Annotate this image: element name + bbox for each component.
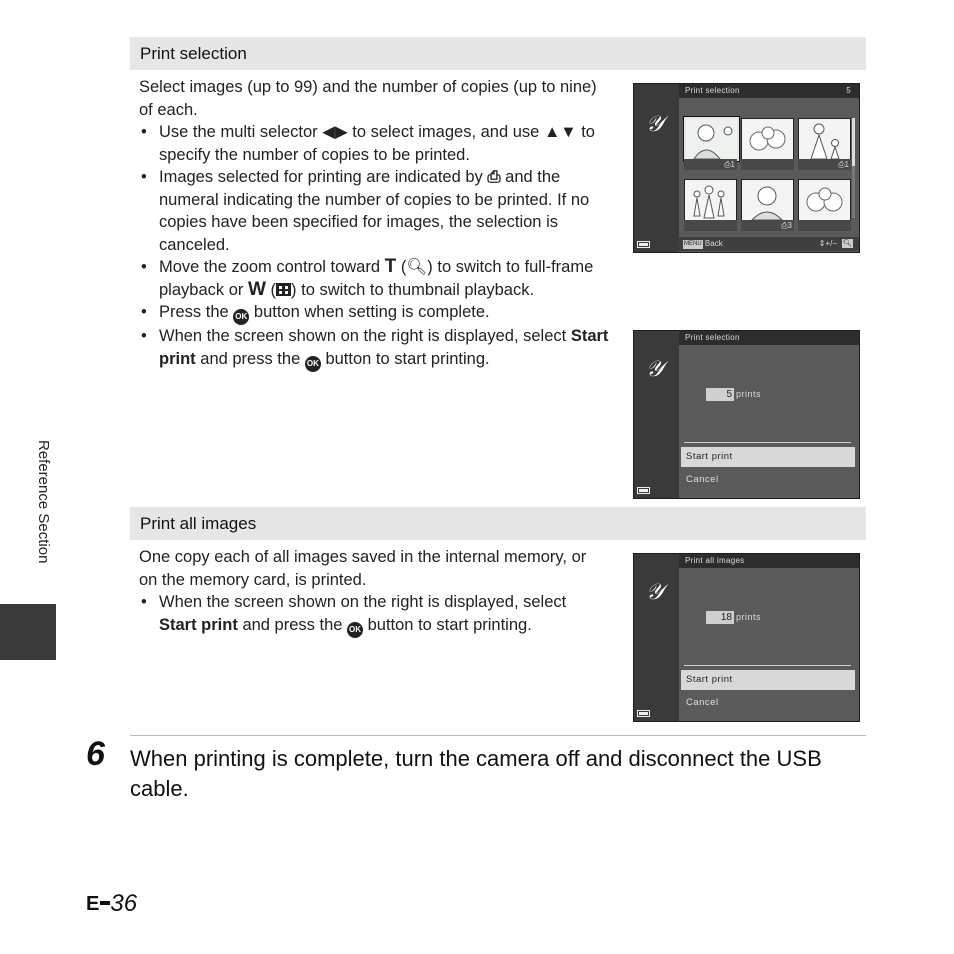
cancel-option[interactable]: Cancel	[686, 474, 719, 485]
bullet-text: button to start printing.	[367, 615, 532, 634]
thumbnail-6-caption	[798, 220, 851, 231]
prints-count: 18	[706, 611, 734, 624]
bullet-text: to switch to thumbnail playback.	[301, 280, 535, 299]
step-instruction: When printing is complete, turn the camera off and disconnect the USB cable.	[130, 746, 822, 801]
bullet-text: and press the	[200, 349, 301, 368]
bullet-press-ok	[139, 301, 614, 325]
prints-label: prints	[736, 612, 762, 622]
bullet-multi-selector	[139, 121, 614, 166]
bullet-text: button to start printing.	[325, 349, 490, 368]
step-divider	[130, 735, 866, 736]
page-number	[86, 890, 137, 918]
prints-count: 5	[706, 388, 734, 401]
zoom-wide-letter: W	[247, 278, 266, 300]
section-side-tab	[0, 604, 56, 660]
screen-title-bar	[679, 554, 859, 568]
ok-button-icon: OK	[233, 309, 249, 325]
screen-title: Print all images	[685, 556, 745, 565]
flowers-image	[742, 119, 793, 159]
pictbridge-icon: 𝒴	[646, 112, 664, 137]
thumbnail-5-copies: 3	[787, 221, 792, 230]
start-print-term: Start print	[159, 615, 238, 634]
camera-screen-print-selection-grid	[633, 83, 860, 253]
bullet-text: Move the zoom control toward	[159, 258, 381, 276]
bullet-text: Use the multi selector	[159, 123, 318, 141]
pictbridge-icon: 𝒴	[646, 357, 664, 382]
thumbnail-3[interactable]	[798, 118, 851, 160]
flowers-image-2	[799, 180, 850, 220]
page-number-value: 36	[110, 890, 138, 917]
section-heading-print-all: Print all images	[130, 507, 866, 540]
ok-button-icon: OK	[347, 622, 363, 638]
thumbnail-6[interactable]	[798, 179, 851, 221]
thumbnail-5[interactable]	[741, 179, 794, 221]
print-order-icon: ⎙	[487, 168, 501, 186]
step-number: 6	[86, 735, 105, 773]
portrait-image-2	[742, 180, 793, 220]
bullet-zoom-control: • Move the zoom control toward T (🔍︎) to switch to full-frame playback or W ( ) to switch to thumbnail playback.	[139, 256, 614, 301]
thumbnail-4-caption	[684, 220, 737, 231]
battery-icon	[637, 487, 650, 494]
up-down-arrows-icon: ▲▼	[543, 123, 577, 141]
adjust-hint-label: +/−	[825, 239, 837, 248]
print-selection-intro: Select images (up to 99) and the number of copies (up to nine) of each.	[139, 78, 597, 119]
bullet-text: and press the	[242, 615, 343, 634]
bullet-print-indicator	[139, 166, 614, 256]
left-right-arrows-icon: ◀▶	[322, 123, 348, 141]
bullet-text: Press the	[159, 303, 229, 321]
thumbnail-1[interactable]	[684, 117, 739, 161]
cancel-option[interactable]: Cancel	[686, 697, 719, 708]
back-hint: Back	[704, 239, 723, 248]
family-walk-image	[685, 180, 736, 220]
thumbnail-5-caption: ⎙3	[741, 220, 794, 231]
menu-button-icon: MENU	[684, 241, 702, 247]
print-selection-body	[139, 76, 614, 372]
print-all-intro: One copy each of all images saved in the internal memory, or on the memory card, is printed.	[139, 548, 587, 589]
print-all-bullets	[139, 591, 604, 638]
bullet-text: When the screen shown on the right is displayed, select	[159, 327, 567, 345]
screen-title: Print selection	[685, 86, 740, 95]
thumbnail-4[interactable]	[684, 179, 737, 221]
screen-title-bar	[679, 331, 859, 345]
thumbnail-1-copies: 1	[730, 160, 735, 169]
start-print-option[interactable]: Start print	[681, 447, 855, 467]
camera-screen-print-selection-confirm	[633, 330, 860, 499]
page-prefix: E	[86, 893, 100, 915]
screen-hint-bar	[679, 237, 859, 251]
bullet-text: button when setting is complete.	[253, 303, 490, 321]
reference-e-icon	[86, 893, 110, 916]
screen-sidebar	[634, 84, 678, 252]
ok-button-icon: OK	[305, 356, 321, 372]
pictbridge-icon: 𝒴	[646, 580, 664, 605]
screen-title-bar	[679, 84, 859, 98]
scrollbar-thumb[interactable]	[852, 118, 855, 166]
screen-count: 5	[846, 86, 851, 95]
section-heading-print-selection: Print selection	[130, 37, 866, 70]
zoom-icon: 🔍︎	[843, 240, 852, 247]
prints-label: prints	[736, 389, 762, 399]
camera-screen-print-all-confirm	[633, 553, 860, 722]
thumbnail-3-copies: 1	[844, 160, 849, 169]
bullet-text: to switch to full-frame playback or	[159, 258, 594, 299]
thumbnail-2-caption	[741, 159, 794, 170]
start-print-option[interactable]: Start print	[681, 670, 855, 690]
magnifier-icon: 🔍︎	[406, 258, 428, 276]
side-section-label-text: Reference Section	[35, 440, 52, 564]
zoom-tele-letter: T	[384, 256, 397, 277]
bullet-text: to specify the number of copies to be printed.	[159, 123, 595, 164]
thumbnail-2[interactable]	[741, 118, 794, 160]
bullet-text: to select images, and use	[352, 123, 540, 141]
battery-icon	[637, 710, 650, 717]
start-print-term: Start print	[159, 327, 609, 368]
scrollbar[interactable]	[852, 118, 855, 218]
menu-divider	[684, 442, 851, 443]
side-section-label	[30, 440, 52, 590]
thumbnail-grid-icon	[276, 283, 291, 296]
thumbnail-3-caption: ⎙1	[798, 159, 851, 170]
battery-icon	[637, 241, 650, 248]
print-all-body	[139, 546, 604, 638]
bullet-text: When the screen shown on the right is displayed, select	[159, 593, 567, 611]
print-selection-bullets	[139, 121, 614, 372]
bullet-start-print-all	[139, 591, 604, 638]
menu-divider	[684, 665, 851, 666]
portrait-image	[686, 119, 737, 159]
thumbnail-1-caption: ⎙1	[684, 159, 737, 170]
bullet-text: and the numeral indicating the number of copies to be printed. If no copies have been specified for images, the selection is canceled.	[159, 168, 590, 254]
bullet-text: Images selected for printing are indicated by	[159, 168, 483, 186]
bullet-start-print	[139, 325, 614, 372]
adjust-hint: ⇕+/−	[818, 239, 837, 248]
screen-title: Print selection	[685, 333, 740, 342]
family-image	[799, 119, 850, 159]
